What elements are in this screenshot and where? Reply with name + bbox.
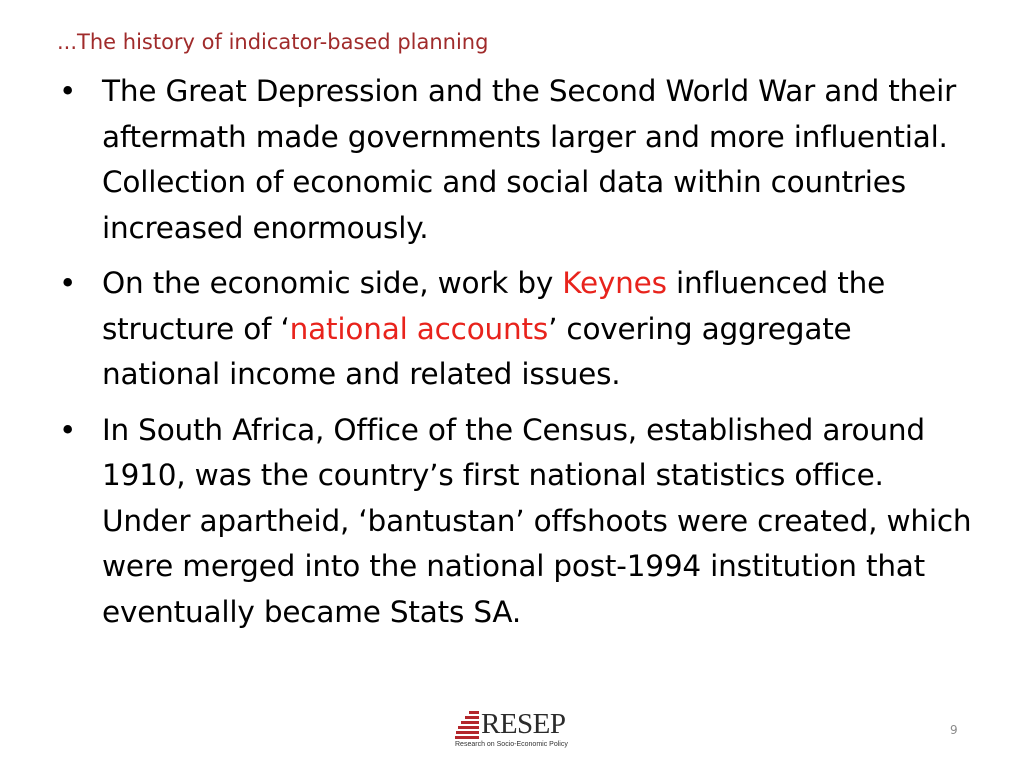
resep-logo: [455, 709, 585, 751]
stair-bars-icon: [455, 711, 479, 739]
bullet-item: [57, 408, 977, 636]
bullet-text: In South Africa, Office of the Census, established around 1910, was the country’s first national statistics office. Under apartheid, ‘bantustan’ offshoots were created, which were merged into the national post-1994 institution that eventually became Stats SA.: [102, 412, 972, 629]
logo-wordmark: RESEP: [481, 708, 566, 740]
highlighted-term-national-accounts: national accounts: [289, 311, 549, 346]
bullet-item: [57, 69, 977, 251]
bullet-symbol: •: [59, 412, 77, 447]
bullet-list: [57, 69, 977, 645]
slide-title: ...The history of indicator-based planning: [57, 30, 489, 54]
logo-subtitle: Research on Socio-Economic Policy: [455, 741, 568, 748]
highlighted-term-keynes: Keynes: [562, 266, 667, 300]
bullet-symbol: •: [59, 266, 77, 300]
bullet-item: [57, 261, 977, 398]
page-number: 9: [950, 723, 958, 737]
bullet-text: The Great Depression and the Second World War and their aftermath made governments larger and more influential. Collection of economic and social data within countries increased enormously.: [102, 74, 957, 245]
bullet-text: On the economic side, work by: [102, 266, 563, 300]
bullet-text: influenced the structure of ‘: [102, 266, 886, 346]
bullet-text: ’ covering aggregate national income and related issues.: [102, 311, 852, 391]
bullet-symbol: •: [59, 74, 77, 108]
